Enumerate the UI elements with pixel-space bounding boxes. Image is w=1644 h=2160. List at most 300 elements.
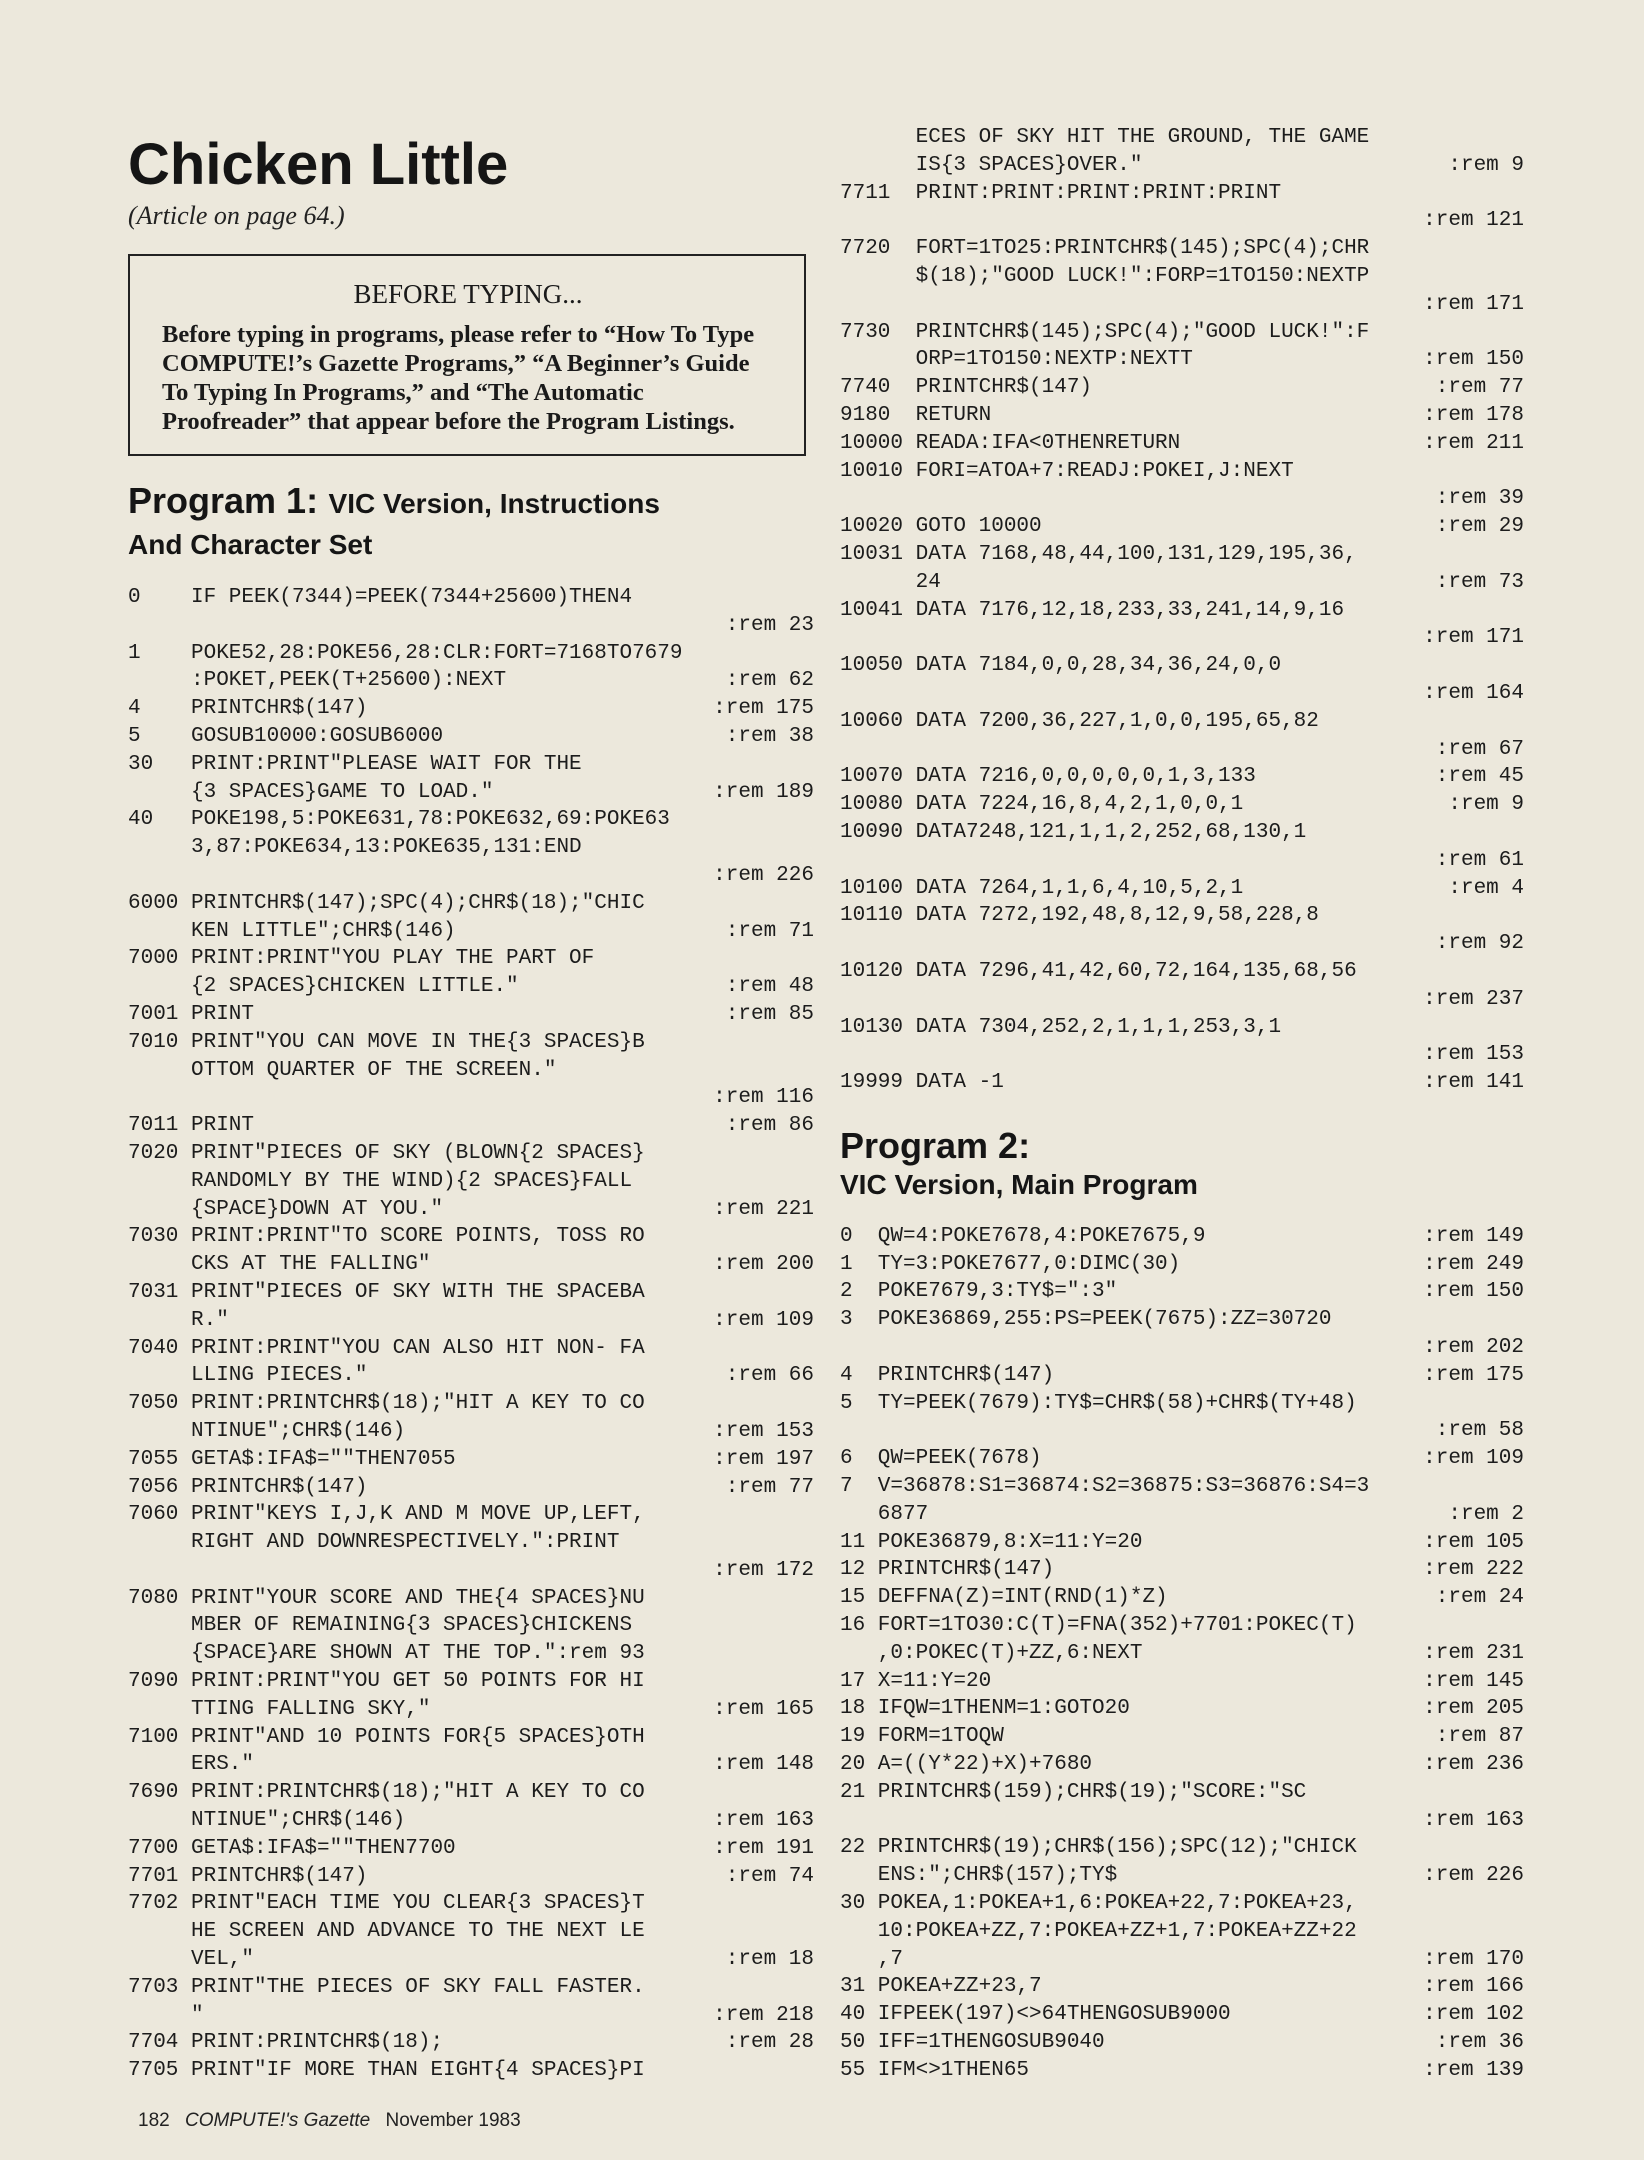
listing-line bbox=[840, 430, 1524, 458]
checksum-rem: :rem 218 bbox=[713, 2003, 814, 2027]
line-number: 40 bbox=[128, 808, 154, 832]
code-text: GETA$:IFA$=""THEN7700 bbox=[191, 1836, 456, 1860]
line-number: 7100 bbox=[128, 1725, 179, 1749]
code-text: DATA 7224,16,8,4,2,1,0,0,1 bbox=[915, 793, 1244, 817]
code-text: ECES OF SKY HIT THE GROUND, THE GAME bbox=[915, 126, 1370, 149]
line-number: 21 bbox=[840, 1780, 866, 1804]
line-number: 0 bbox=[128, 586, 141, 609]
checksum-rem: :rem 211 bbox=[1423, 431, 1524, 455]
code-text: IFM<>1THEN65 bbox=[877, 2058, 1030, 2082]
checksum-rem: :rem 175 bbox=[1423, 1363, 1524, 1387]
checksum-rem: :rem 249 bbox=[1423, 1252, 1524, 1276]
code-text: IS{3 SPACES}OVER." bbox=[915, 153, 1143, 177]
checksum-rem: :rem 85 bbox=[725, 1002, 814, 1026]
line-number: 10000 bbox=[840, 431, 904, 455]
checksum-rem: :rem 145 bbox=[1423, 1669, 1524, 1693]
code-text: PRINT:PRINT"YOU CAN ALSO HIT NON- FA bbox=[191, 1336, 645, 1360]
code-text: POKEA,1:POKEA+1,6:POKEA+22,7:POKEA+23, bbox=[877, 1892, 1357, 1916]
code-text: PRINT bbox=[191, 1002, 255, 1026]
line-number: 7030 bbox=[128, 1225, 179, 1249]
code-text: :POKET,PEEK(T+25600):NEXT bbox=[191, 669, 507, 693]
line-number: 17 bbox=[840, 1669, 866, 1693]
listing-line bbox=[128, 1029, 814, 1112]
code-text: PRINTCHR$(159);CHR$(19);"SCORE:"SC bbox=[877, 1780, 1307, 1804]
line-number: 7056 bbox=[128, 1475, 179, 1499]
code-text: MBER OF REMAINING{3 SPACES}CHICKENS bbox=[191, 1614, 633, 1638]
code-text: TY=PEEK(7679):TY$=CHR$(58)+CHR$(TY+48) bbox=[877, 1391, 1357, 1415]
line-number: 10060 bbox=[840, 709, 904, 733]
line-number: 7031 bbox=[128, 1280, 179, 1304]
listing-line bbox=[128, 1335, 814, 1391]
line-number: 7730 bbox=[840, 320, 891, 344]
line-number: 7690 bbox=[128, 1781, 179, 1805]
line-number: 4 bbox=[840, 1363, 853, 1387]
line-number: 19 bbox=[840, 1725, 866, 1749]
checksum-rem: :rem 77 bbox=[1435, 376, 1524, 400]
line-number: 7 bbox=[840, 1475, 853, 1499]
checksum-rem: :rem 38 bbox=[725, 724, 814, 748]
listing-line bbox=[128, 2029, 814, 2057]
code-text: PRINT:PRINTCHR$(18);"HIT A KEY TO CO bbox=[191, 1781, 645, 1805]
line-number: 7080 bbox=[128, 1586, 179, 1610]
checksum-rem: :rem 171 bbox=[1423, 626, 1524, 650]
code-text: PRINTCHR$(147) bbox=[191, 1864, 368, 1888]
line-number: 10100 bbox=[840, 876, 904, 900]
listing-line bbox=[128, 945, 814, 1001]
listing-line bbox=[840, 1529, 1524, 1557]
code-text: V=36878:S1=36874:S2=36875:S3=36876:S4=3 bbox=[877, 1475, 1370, 1499]
line-number: 10120 bbox=[840, 959, 904, 983]
listing-line bbox=[840, 1612, 1524, 1668]
box-text: Before typing in programs, please refer to “How To Type COMPUTE!’s Gazette Programs,” “A Beginner’s Guide To Typing In Programs,” and “The Automatic Proofreader” that appear before the Program Listings. bbox=[162, 321, 755, 435]
checksum-rem: :rem 9 bbox=[1448, 793, 1524, 817]
code-text: DATA 7176,12,18,233,33,241,14,9,16 bbox=[915, 598, 1345, 622]
listing-line bbox=[840, 2057, 1524, 2085]
line-number: 3 bbox=[840, 1308, 853, 1332]
code-text: FORT=1TO25:PRINTCHR$(145);SPC(4);CHR bbox=[915, 237, 1370, 261]
checksum-rem: :rem 2 bbox=[1448, 1502, 1524, 1526]
code-text: POKEA+ZZ+23,7 bbox=[877, 1975, 1042, 1999]
listing-line bbox=[840, 319, 1524, 375]
program1-listing-continued bbox=[840, 124, 1524, 1097]
checksum-rem: :rem 163 bbox=[1423, 1808, 1524, 1832]
line-number: 50 bbox=[840, 2031, 866, 2054]
listing-line bbox=[128, 1001, 814, 1029]
line-number: 7701 bbox=[128, 1864, 179, 1888]
line-number: 7050 bbox=[128, 1392, 179, 1416]
line-number: 10031 bbox=[840, 542, 904, 566]
listing-line bbox=[840, 458, 1524, 514]
code-text: DATA 7168,48,44,100,131,129,195,36, bbox=[915, 542, 1357, 566]
line-number: 31 bbox=[840, 1975, 866, 1999]
code-text: NTINUE";CHR$(146) bbox=[191, 1419, 406, 1443]
listing-line bbox=[840, 819, 1524, 875]
checksum-rem: :rem 29 bbox=[1435, 515, 1524, 539]
line-number: 7000 bbox=[128, 947, 179, 971]
code-text: GOSUB10000:GOSUB6000 bbox=[191, 724, 444, 748]
code-text: GETA$:IFA$=""THEN7055 bbox=[191, 1447, 456, 1471]
code-text: {2 SPACES}CHICKEN LITTLE." bbox=[191, 975, 519, 999]
listing-line bbox=[840, 2029, 1524, 2057]
listing-line bbox=[840, 1473, 1524, 1529]
line-number: 12 bbox=[840, 1558, 866, 1582]
line-number: 18 bbox=[840, 1697, 866, 1721]
listing-line bbox=[840, 124, 1524, 180]
line-number: 55 bbox=[840, 2058, 866, 2082]
listing-line bbox=[128, 640, 814, 696]
code-text: PRINTCHR$(147) bbox=[877, 1363, 1055, 1387]
checksum-rem: :rem 4 bbox=[1448, 876, 1524, 900]
line-number: 10041 bbox=[840, 598, 904, 622]
code-text: X=11:Y=20 bbox=[877, 1669, 992, 1693]
right-column bbox=[840, 124, 1524, 2085]
checksum-rem: :rem 153 bbox=[1423, 1043, 1524, 1067]
code-text: DATA 7216,0,0,0,0,0,1,3,133 bbox=[915, 765, 1256, 789]
checksum-rem: :rem 23 bbox=[725, 613, 814, 637]
program2-heading bbox=[840, 1125, 1524, 1203]
checksum-rem: :rem 163 bbox=[713, 1809, 814, 1833]
checksum-rem: :rem 73 bbox=[1435, 570, 1524, 594]
checksum-rem: :rem 28 bbox=[725, 2031, 814, 2055]
listing-line bbox=[128, 1668, 814, 1724]
code-text: PRINT:PRINT"YOU GET 50 POINTS FOR HI bbox=[191, 1670, 645, 1694]
code-text: QW=4:POKE7678,4:POKE7675,9 bbox=[877, 1224, 1206, 1248]
code-text: PRINT"KEYS I,J,K AND M MOVE UP,LEFT, bbox=[191, 1503, 645, 1527]
listing-line bbox=[128, 695, 814, 723]
before-typing-box bbox=[128, 254, 806, 456]
listing-line bbox=[128, 723, 814, 751]
code-text: PRINT:PRINTCHR$(18);"HIT A KEY TO CO bbox=[191, 1392, 645, 1416]
box-heading: BEFORE TYPING... bbox=[353, 279, 583, 309]
code-text: PRINT"EACH TIME YOU CLEAR{3 SPACES}T bbox=[191, 1892, 645, 1916]
checksum-rem: :rem 148 bbox=[713, 1753, 814, 1777]
code-text: CKS AT THE FALLING" bbox=[191, 1253, 431, 1277]
code-text: QW=PEEK(7678) bbox=[877, 1447, 1042, 1471]
line-number: 7702 bbox=[128, 1892, 179, 1916]
code-text: IFPEEK(197)<>64THENGOSUB9000 bbox=[877, 2003, 1231, 2027]
checksum-rem: :rem 9 bbox=[1448, 153, 1524, 177]
code-text: PRINT:PRINTCHR$(18); bbox=[191, 2031, 444, 2055]
line-number: 7055 bbox=[128, 1447, 179, 1471]
code-text: PRINTCHR$(145);SPC(4);"GOOD LUCK!":F bbox=[915, 320, 1370, 344]
listing-line bbox=[840, 541, 1524, 597]
listing-line bbox=[840, 875, 1524, 903]
listing-line bbox=[840, 1223, 1524, 1251]
listing-line bbox=[128, 1390, 814, 1446]
listing-line bbox=[840, 1278, 1524, 1306]
checksum-rem: :rem 205 bbox=[1423, 1697, 1524, 1721]
listing-line bbox=[840, 235, 1524, 318]
line-number: 20 bbox=[840, 1753, 866, 1777]
code-text: LLING PIECES." bbox=[191, 1364, 368, 1388]
listing-line bbox=[128, 1835, 814, 1863]
checksum-rem: :rem 67 bbox=[1435, 737, 1524, 761]
code-text: RETURN bbox=[915, 403, 992, 427]
code-text: POKE7679,3:TY$=":3" bbox=[877, 1280, 1118, 1304]
checksum-rem: :rem 150 bbox=[1423, 348, 1524, 372]
code-text: PRINT:PRINT:PRINT:PRINT:PRINT bbox=[915, 181, 1282, 205]
listing-line bbox=[840, 513, 1524, 541]
code-text: FORI=ATOA+7:READJ:POKEI,J:NEXT bbox=[915, 459, 1294, 483]
code-text: PRINT:PRINT"TO SCORE POINTS, TOSS RO bbox=[191, 1225, 645, 1249]
listing-line bbox=[128, 1585, 814, 1668]
checksum-rem: :rem 48 bbox=[725, 975, 814, 999]
checksum-rem: :rem 39 bbox=[1435, 487, 1524, 511]
checksum-rem: :rem 153 bbox=[713, 1419, 814, 1443]
listing-line bbox=[840, 2001, 1524, 2029]
page-number: 182 bbox=[138, 2110, 170, 2131]
code-text: PRINTCHR$(19);CHR$(156);SPC(12);"CHICK bbox=[877, 1836, 1357, 1860]
line-number: 1 bbox=[840, 1252, 853, 1276]
line-number: 40 bbox=[840, 2003, 866, 2027]
checksum-rem: :rem 226 bbox=[713, 863, 814, 887]
code-text: IFF=1THENGOSUB9040 bbox=[877, 2031, 1105, 2054]
code-text: NTINUE";CHR$(146) bbox=[191, 1809, 406, 1833]
program1-listing bbox=[128, 584, 814, 2085]
checksum-rem: :rem 166 bbox=[1423, 1975, 1524, 1999]
listing-line bbox=[128, 751, 814, 807]
listing-line bbox=[128, 1474, 814, 1502]
checksum-rem: :rem 231 bbox=[1423, 1641, 1524, 1665]
code-text: PRINT"YOU CAN MOVE IN THE{3 SPACES}B bbox=[191, 1030, 645, 1054]
line-number: 10050 bbox=[840, 654, 904, 678]
listing-line bbox=[840, 1973, 1524, 2001]
checksum-rem: :rem 221 bbox=[713, 1197, 814, 1221]
checksum-rem: :rem 102 bbox=[1423, 2003, 1524, 2027]
line-number: 7060 bbox=[128, 1503, 179, 1527]
listing-line bbox=[128, 1446, 814, 1474]
line-number: 7711 bbox=[840, 181, 891, 205]
code-text: PRINTCHR$(147) bbox=[877, 1558, 1055, 1582]
line-number: 7020 bbox=[128, 1141, 179, 1165]
code-text: ,7 bbox=[877, 1947, 904, 1971]
code-text: DEFFNA(Z)=INT(RND(1)*Z) bbox=[877, 1586, 1168, 1610]
code-text: PRINT"THE PIECES OF SKY FALL FASTER. bbox=[191, 1975, 645, 1999]
line-number: 19999 bbox=[840, 1071, 904, 1095]
line-number: 10080 bbox=[840, 793, 904, 817]
line-number: 1 bbox=[128, 641, 141, 665]
line-number: 30 bbox=[128, 752, 154, 776]
code-text: POKE198,5:POKE631,78:POKE632,69:POKE63 bbox=[191, 808, 670, 832]
code-text: DATA -1 bbox=[915, 1071, 1004, 1095]
code-text: GOTO 10000 bbox=[915, 515, 1042, 539]
listing-line bbox=[840, 652, 1524, 708]
listing-line bbox=[128, 1140, 814, 1223]
code-text: " bbox=[191, 2003, 204, 2027]
listing-line bbox=[840, 180, 1524, 236]
code-text: ORP=1TO150:NEXTP:NEXTT bbox=[915, 348, 1193, 372]
program1-heading-rest: VIC Version, Instructions bbox=[328, 488, 660, 519]
line-number: 5 bbox=[840, 1391, 853, 1415]
line-number: 4 bbox=[128, 697, 141, 721]
listing-line bbox=[128, 1779, 814, 1835]
listing-line bbox=[840, 902, 1524, 958]
listing-line bbox=[840, 791, 1524, 819]
code-text: 10:POKEA+ZZ,7:POKEA+ZZ+1,7:POKEA+ZZ+22 bbox=[877, 1919, 1357, 1943]
code-text: ERS." bbox=[191, 1753, 255, 1777]
checksum-rem: :rem 77 bbox=[725, 1475, 814, 1499]
listing-line bbox=[128, 1112, 814, 1140]
checksum-rem: :rem 236 bbox=[1423, 1753, 1524, 1777]
listing-line bbox=[840, 1014, 1524, 1070]
program2-heading-line2: VIC Version, Main Program bbox=[840, 1168, 1198, 1200]
listing-line bbox=[840, 597, 1524, 653]
code-text: PRINT"PIECES OF SKY WITH THE SPACEBA bbox=[191, 1280, 645, 1304]
code-text: PRINTCHR$(147) bbox=[191, 1475, 368, 1499]
program1-label: Program 1: bbox=[128, 480, 319, 521]
checksum-rem: :rem 121 bbox=[1423, 209, 1524, 233]
checksum-rem: :rem 191 bbox=[713, 1836, 814, 1860]
line-number: 7010 bbox=[128, 1030, 179, 1054]
listing-line bbox=[128, 806, 814, 889]
code-text: FORT=1TO30:C(T)=FNA(352)+7701:POKEC(T) bbox=[877, 1614, 1357, 1638]
code-text: DATA 7264,1,1,6,4,10,5,2,1 bbox=[915, 876, 1244, 900]
code-text: PRINT bbox=[191, 1114, 255, 1138]
listing-line bbox=[840, 763, 1524, 791]
checksum-rem: :rem 74 bbox=[725, 1864, 814, 1888]
code-text: RIGHT AND DOWNRESPECTIVELY.":PRINT bbox=[191, 1531, 620, 1555]
checksum-rem: :rem 116 bbox=[713, 1086, 814, 1110]
code-text: POKE36879,8:X=11:Y=20 bbox=[877, 1530, 1143, 1554]
checksum-rem: :rem 197 bbox=[713, 1447, 814, 1471]
checksum-rem: :rem 87 bbox=[1435, 1725, 1524, 1749]
code-text: IF PEEK(7344)=PEEK(7344+25600)THEN4 bbox=[191, 586, 633, 609]
code-text: PRINT"IF MORE THAN EIGHT{4 SPACES}PI bbox=[191, 2059, 645, 2083]
code-text: 24 bbox=[915, 570, 941, 594]
code-text: PRINT:PRINT"PLEASE WAIT FOR THE bbox=[191, 752, 582, 776]
code-text: READA:IFA<0THENRETURN bbox=[915, 431, 1181, 455]
code-text: ,0:POKEC(T)+ZZ,6:NEXT bbox=[877, 1641, 1143, 1665]
checksum-rem: :rem 62 bbox=[725, 669, 814, 693]
code-text: DATA 7304,252,2,1,1,1,253,3,1 bbox=[915, 1015, 1282, 1039]
checksum-rem: :rem 109 bbox=[713, 1308, 814, 1332]
line-number: 16 bbox=[840, 1614, 866, 1638]
checksum-rem: :rem 202 bbox=[1423, 1336, 1524, 1360]
listing-line bbox=[840, 1723, 1524, 1751]
code-text: VEL," bbox=[191, 1948, 255, 1972]
code-text: A=((Y*22)+X)+7680 bbox=[877, 1753, 1093, 1777]
listing-line bbox=[840, 1556, 1524, 1584]
checksum-rem: :rem 141 bbox=[1423, 1071, 1524, 1095]
listing-line bbox=[128, 1890, 814, 1973]
code-text: {SPACE}DOWN AT YOU." bbox=[191, 1197, 444, 1221]
checksum-rem: :rem 172 bbox=[713, 1558, 814, 1582]
code-text: DATA 7184,0,0,28,34,36,24,0,0 bbox=[915, 654, 1282, 678]
listing-line bbox=[128, 890, 814, 946]
code-text: PRINT:PRINT"YOU PLAY THE PART OF bbox=[191, 947, 595, 971]
checksum-rem: :rem 150 bbox=[1423, 1280, 1524, 1304]
code-text: ENS:";CHR$(157);TY$ bbox=[877, 1864, 1118, 1888]
checksum-rem: :rem 175 bbox=[713, 697, 814, 721]
line-number: 7720 bbox=[840, 237, 891, 261]
listing-line bbox=[128, 2057, 814, 2085]
listing-line bbox=[840, 1890, 1524, 1973]
checksum-rem: :rem 92 bbox=[1435, 932, 1524, 956]
line-number: 7705 bbox=[128, 2059, 179, 2083]
line-number: 10070 bbox=[840, 765, 904, 789]
code-text: DATA 7296,41,42,60,72,164,135,68,56 bbox=[915, 959, 1357, 983]
checksum-rem: :rem 45 bbox=[1435, 765, 1524, 789]
left-column bbox=[128, 132, 814, 2085]
code-text: PRINTCHR$(147);SPC(4);CHR$(18);"CHIC bbox=[191, 891, 645, 915]
code-text: {SPACE}ARE SHOWN AT THE TOP.":rem 93 bbox=[191, 1642, 645, 1666]
line-number: 7704 bbox=[128, 2031, 179, 2055]
checksum-rem: :rem 189 bbox=[713, 780, 814, 804]
listing-line bbox=[128, 1501, 814, 1584]
line-number: 15 bbox=[840, 1586, 866, 1610]
checksum-rem: :rem 24 bbox=[1435, 1586, 1524, 1610]
checksum-rem: :rem 178 bbox=[1423, 403, 1524, 427]
listing-line bbox=[840, 402, 1524, 430]
checksum-rem: :rem 165 bbox=[713, 1697, 814, 1721]
code-text: PRINT"PIECES OF SKY (BLOWN{2 SPACES} bbox=[191, 1141, 645, 1165]
checksum-rem: :rem 58 bbox=[1435, 1419, 1524, 1443]
checksum-rem: :rem 149 bbox=[1423, 1224, 1524, 1248]
code-text: DATA 7200,36,227,1,0,0,195,65,82 bbox=[915, 709, 1319, 733]
article-subtitle: (Article on page 64.) bbox=[128, 201, 345, 230]
code-text: 3,87:POKE634,13:POKE635,131:END bbox=[191, 836, 582, 860]
checksum-rem: :rem 237 bbox=[1423, 987, 1524, 1011]
checksum-rem: :rem 222 bbox=[1423, 1558, 1524, 1582]
checksum-rem: :rem 109 bbox=[1423, 1447, 1524, 1471]
listing-line bbox=[840, 1251, 1524, 1279]
line-number: 6 bbox=[840, 1447, 853, 1471]
checksum-rem: :rem 36 bbox=[1435, 2031, 1524, 2054]
checksum-rem: :rem 105 bbox=[1423, 1530, 1524, 1554]
line-number: 0 bbox=[840, 1224, 853, 1248]
line-number: 7011 bbox=[128, 1114, 179, 1138]
line-number: 10110 bbox=[840, 904, 904, 928]
checksum-rem: :rem 71 bbox=[725, 919, 814, 943]
line-number: 6000 bbox=[128, 891, 179, 915]
line-number: 7001 bbox=[128, 1002, 179, 1026]
page-footer bbox=[138, 2110, 531, 2132]
code-text: KEN LITTLE";CHR$(146) bbox=[191, 919, 456, 943]
program1-heading bbox=[128, 482, 814, 562]
checksum-rem: :rem 61 bbox=[1435, 848, 1524, 872]
listing-line bbox=[128, 1223, 814, 1279]
checksum-rem: :rem 139 bbox=[1423, 2058, 1524, 2082]
checksum-rem: :rem 86 bbox=[725, 1114, 814, 1138]
listing-line bbox=[840, 1584, 1524, 1612]
line-number: 7703 bbox=[128, 1975, 179, 1999]
line-number: 30 bbox=[840, 1892, 866, 1916]
listing-line bbox=[840, 1390, 1524, 1446]
checksum-rem: :rem 226 bbox=[1423, 1864, 1524, 1888]
code-text: TTING FALLING SKY," bbox=[191, 1697, 431, 1721]
code-text: R." bbox=[191, 1308, 229, 1332]
line-number: 9180 bbox=[840, 403, 891, 427]
line-number: 10020 bbox=[840, 515, 904, 539]
code-text: DATA7248,121,1,1,2,252,68,130,1 bbox=[915, 820, 1307, 844]
listing-line bbox=[840, 1751, 1524, 1779]
line-number: 5 bbox=[128, 724, 141, 748]
checksum-rem: :rem 200 bbox=[713, 1253, 814, 1277]
code-text: TY=3:POKE7677,0:DIMC(30) bbox=[877, 1252, 1181, 1276]
code-text: $(18);"GOOD LUCK!":FORP=1TO150:NEXTP bbox=[915, 264, 1370, 288]
checksum-rem: :rem 18 bbox=[725, 1948, 814, 1972]
listing-line bbox=[840, 1779, 1524, 1835]
listing-line bbox=[840, 958, 1524, 1014]
listing-line bbox=[128, 1863, 814, 1891]
code-text: POKE52,28:POKE56,28:CLR:FORT=7168TO7679 bbox=[191, 641, 683, 665]
checksum-rem: :rem 171 bbox=[1423, 292, 1524, 316]
listing-line bbox=[840, 374, 1524, 402]
line-number: 10090 bbox=[840, 820, 904, 844]
magazine-name: COMPUTE!'s Gazette bbox=[184, 2110, 371, 2131]
article-title: Chicken Little bbox=[128, 132, 509, 197]
listing-line bbox=[128, 1974, 814, 2030]
